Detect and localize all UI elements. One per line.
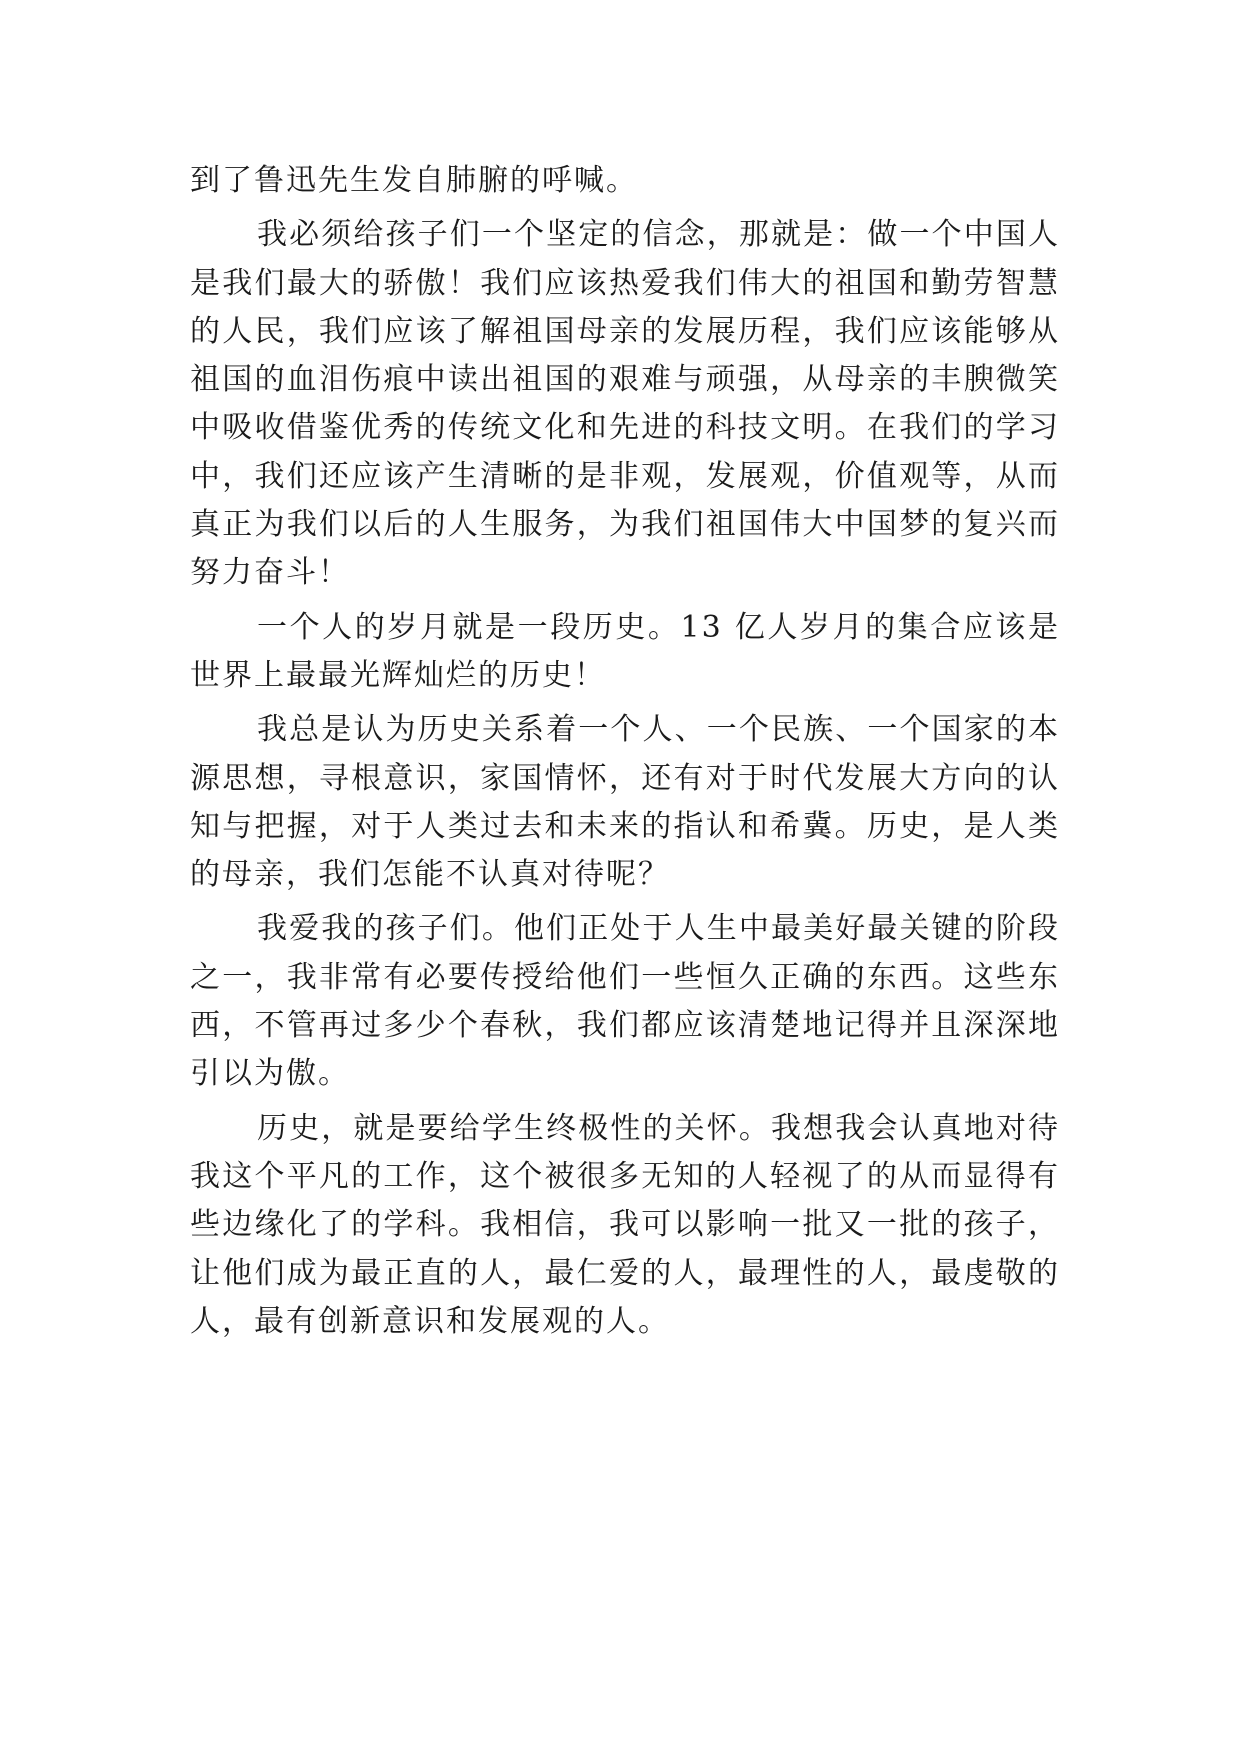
paragraph-4: 我总是认为历史关系着一个人、一个民族、一个国家的本源思想，寻根意识，家国情怀，还有对于时代发展大方向的认知与把握，对于人类过去和未来的指认和希冀。历史，是人类的母亲，我们怎能不认真对待呢？ <box>190 712 1060 893</box>
document-body <box>190 157 1060 1346</box>
paragraph-2: 我必须给孩子们一个坚定的信念，那就是：做一个中国人是我们最大的骄傲！我们应该热爱我们伟大的祖国和勤劳智慧的人民，我们应该了解祖国母亲的发展历程，我们应该能够从祖国的血泪伤痕中读出祖国的艰难与顽强，从母亲的丰腴微笑中吸收借鉴优秀的传统文化和先进的科技文明。在我们的学习中，我们还应该产生清晰的是非观，发展观，价值观等，从而真正为我们以后的人生服务，为我们祖国伟大中国梦的复兴而努力奋斗！ <box>190 217 1060 591</box>
paragraph-5: 我爱我的孩子们。他们正处于人生中最美好最关键的阶段之一，我非常有必要传授给他们一些恒久正确的东西。这些东西，不管再过多少个春秋，我们都应该清楚地记得并且深深地引以为傲。 <box>190 911 1060 1092</box>
paragraph-3: 一个人的岁月就是一段历史。13 亿人岁月的集合应该是世界上最最光辉灿烂的历史！ <box>190 609 1060 693</box>
paragraph-1: 到了鲁迅先生发自肺腑的呼喊。 <box>190 163 638 198</box>
paragraph-6: 历史，就是要给学生终极性的关怀。我想我会认真地对待我这个平凡的工作，这个被很多无知的人轻视了的从而显得有些边缘化了的学科。我相信，我可以影响一批又一批的孩子，让他们成为最正直的人，最仁爱的人，最理性的人，最虔敬的人，最有创新意识和发展观的人。 <box>190 1110 1060 1339</box>
